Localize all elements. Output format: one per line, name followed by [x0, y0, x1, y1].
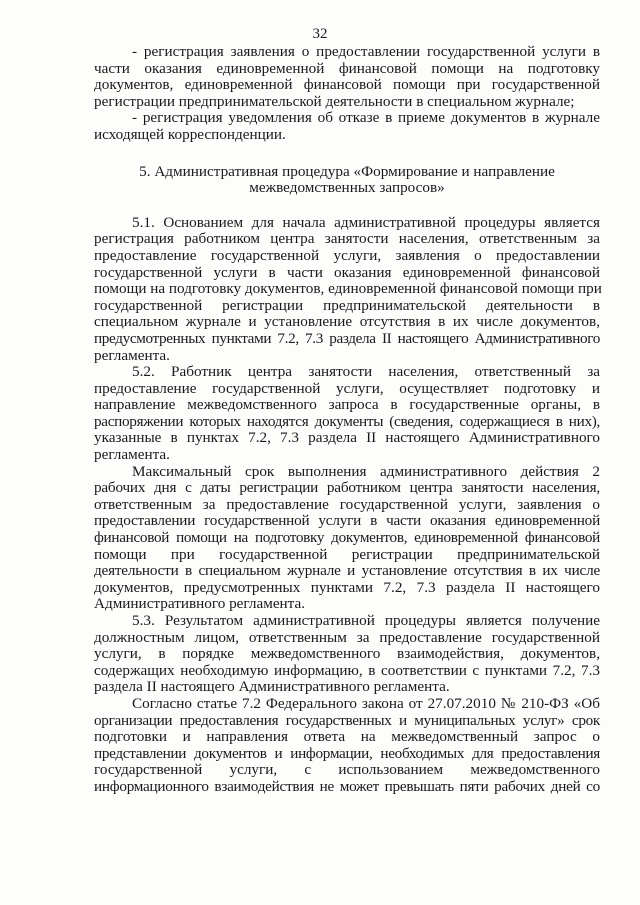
text-line: содержащих необходимую информацию, в соответствии с пунктами 7.2, 7.3	[94, 661, 600, 679]
text-line: указанные в пунктах 7.2, 7.3 раздела II настоящего Административного	[94, 429, 600, 447]
paragraph-federal-law	[94, 696, 600, 796]
text-line: документов, предусмотренных пунктами 7.2, 7.3 раздела II настоящего	[94, 578, 600, 596]
section-heading	[94, 164, 600, 197]
text-line: государственной услуги, с использованием межведомственного	[94, 761, 600, 779]
text-line: раздела II настоящего Административного регламента.	[94, 678, 450, 696]
text-line: предоставление государственной услуги, осуществляет подготовку и	[94, 379, 600, 397]
text-line: 5.1. Основанием для начала административной процедуры является	[132, 213, 600, 231]
text-line: исходящей корреспонденции.	[94, 125, 286, 143]
text-line: подготовки и направления ответа на межведомственный запрос о	[94, 728, 600, 746]
text-line: деятельности в специальном журнале и установление отсутствия в их числе	[94, 562, 600, 580]
paragraph-5-2	[94, 364, 600, 464]
text-line: регистрация работником центра занятости населения, ответственным за	[94, 230, 600, 248]
text-line: регистрации предпринимательской деятельности в специальном журнале;	[94, 92, 575, 110]
text-line: финансовой помощи на подготовку документов, единовременной финансовой	[94, 529, 600, 547]
text-line: специальном журнале и установление отсутствия в их числе документов,	[94, 313, 600, 331]
paragraph-max-term	[94, 464, 600, 613]
text-line: регламента.	[94, 446, 170, 464]
intro-paragraph	[94, 44, 600, 144]
text-line: информационного взаимодействия не может превышать пяти рабочих дней со	[94, 777, 600, 795]
text-line: рабочих дня с даты регистрации работником центра занятости населения,	[94, 479, 600, 497]
document-body	[94, 44, 600, 796]
text-line: предоставлении государственной услуги в части оказания единовременной	[94, 512, 600, 530]
text-line: услуги, в порядке межведомственного взаимодействия, документов,	[94, 645, 600, 663]
section-heading-line: 5. Административная процедура «Формирование и направление	[139, 162, 555, 180]
text-line: Максимальный срок выполнения административного действия 2	[132, 462, 600, 480]
text-line: помощи на подготовку документов, единовременной финансовой помощи при	[94, 280, 602, 298]
text-line: регламента.	[94, 346, 170, 364]
text-line: представлении документов и информации, необходимых для предоставления	[94, 744, 600, 762]
text-line: ответственным за предоставление государственной услуги, заявления о	[94, 495, 600, 513]
text-line: 5.2. Работник центра занятости населения, ответственный за	[132, 363, 600, 381]
text-line: организации предоставления государственных и муниципальных услуг» срок	[94, 711, 600, 729]
text-line: государственной регистрации предпринимательской деятельности в	[94, 296, 600, 314]
text-line: помощи при государственной регистрации предпринимательской	[94, 545, 600, 563]
text-line: Административного регламента.	[94, 595, 306, 613]
text-line: Согласно статье 7.2 Федерального закона от 27.07.2010 № 210-ФЗ «Об	[132, 694, 600, 712]
text-line: предусмотренных пунктами 7.2, 7.3 раздела II настоящего Административного	[94, 329, 600, 347]
text-line: части оказания единовременной финансовой помощи на подготовку	[94, 59, 600, 77]
section-heading-line: межведомственных запросов»	[249, 179, 445, 197]
text-line: 5.3. Результатом административной процедуры является получение	[132, 612, 600, 629]
paragraph-5-1	[94, 215, 600, 364]
text-line: государственной услуги в части оказания единовременной финансовой	[94, 263, 600, 281]
text-line: должностным лицом, ответственным за предоставление государственной	[94, 628, 600, 646]
text-line: распоряжении которых находятся документы (сведения, содержащиеся в них),	[94, 412, 600, 430]
paragraph-5-3	[94, 613, 600, 696]
text-line: - регистрация уведомления об отказе в приеме документов в журнале	[132, 109, 600, 127]
page-number: 32	[312, 26, 328, 42]
text-line: документов, единовременной финансовой помощи при государственной	[94, 76, 600, 94]
text-line: предоставление государственной услуги, заявления о предоставлении	[94, 246, 600, 264]
text-line: - регистрация заявления о предоставлении государственной услуги в	[132, 43, 600, 60]
text-line: направление межведомственного запроса в государственные органы, в	[94, 396, 600, 414]
